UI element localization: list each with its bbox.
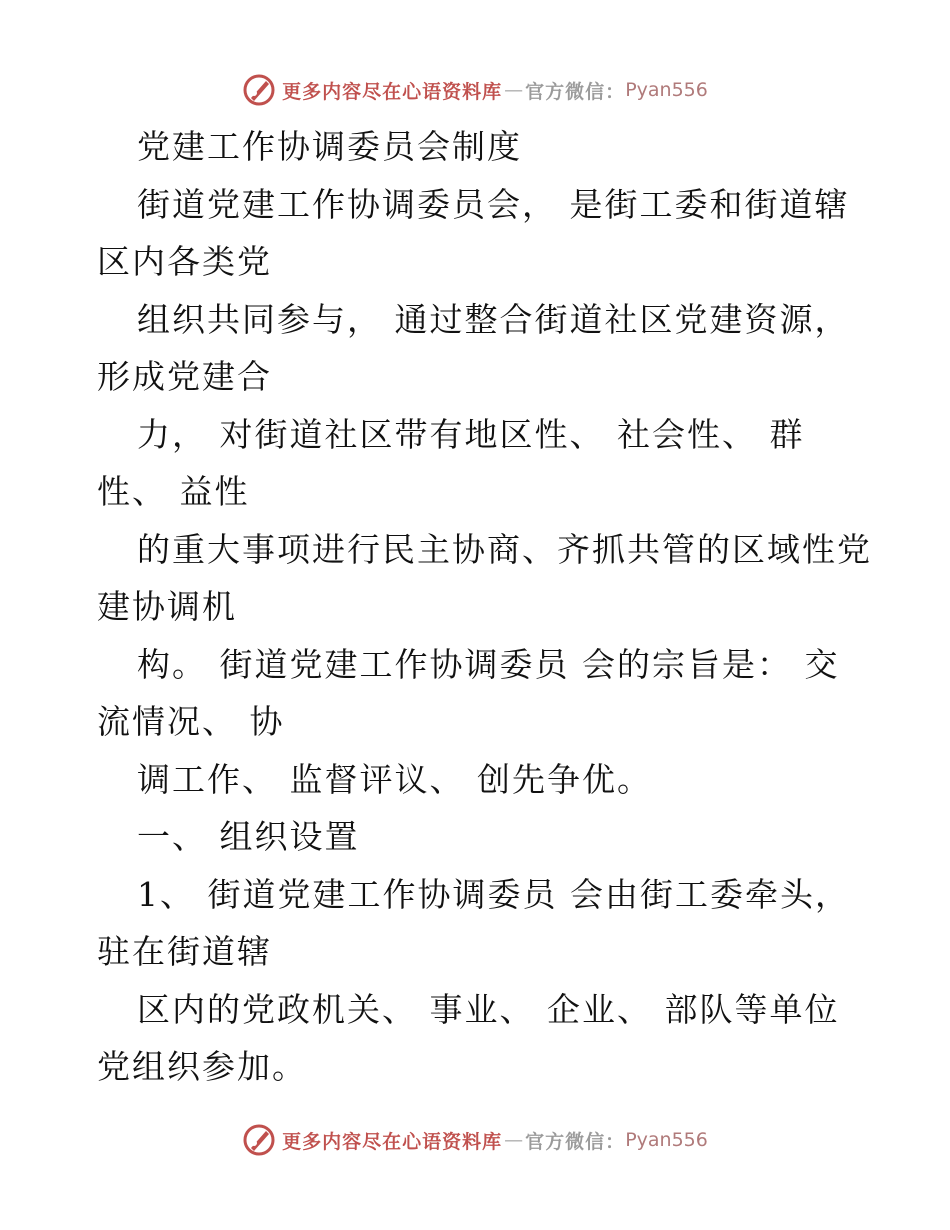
text-line: 的重大事项进行民主协商、齐抓共管的区域性党 — [137, 529, 872, 569]
watermark-dash: — — [504, 79, 524, 101]
pen-logo-icon — [242, 73, 276, 107]
text-line: 街道党建工作协调委员会， 是街工委和街道辖 — [137, 184, 850, 224]
text-line: 性、 益性 — [97, 472, 250, 511]
document-body — [97, 118, 872, 1096]
watermark-main-text: 更多内容尽在心语资料库 — [282, 80, 503, 103]
watermark-footer — [0, 1120, 950, 1160]
text-line: 党建工作协调委员会制度 — [137, 127, 522, 166]
watermark-id: Pyan556 — [625, 1129, 708, 1151]
text-line: 党组织参加。 — [97, 1047, 307, 1086]
watermark-header — [0, 70, 950, 110]
text-line: 建协调机 — [97, 587, 237, 626]
text-line: 驻在街道辖 — [97, 932, 272, 971]
text-line: 1、 街道党建工作协调委员 会由街工委牵头， — [137, 874, 850, 914]
text-line: 一、 组织设置 — [137, 817, 360, 856]
text-line: 流情况、 协 — [97, 702, 285, 741]
text-line: 形成党建合 — [97, 357, 272, 396]
watermark-label: 官方微信： — [525, 1130, 626, 1153]
watermark-main-text: 更多内容尽在心语资料库 — [282, 1130, 503, 1153]
text-line: 力， 对街道社区带有地区性、 社会性、 群 — [137, 414, 805, 454]
watermark-label: 官方微信： — [525, 80, 626, 103]
pen-logo-icon — [242, 1123, 276, 1157]
text-line: 区内的党政机关、 事业、 企业、 部队等单位 — [137, 989, 840, 1029]
text-line: 构。 街道党建工作协调委员 会的宗旨是： 交 — [137, 644, 840, 684]
watermark-id: Pyan556 — [625, 79, 708, 101]
text-line: 组织共同参与， 通过整合街道社区党建资源， — [137, 299, 850, 339]
text-line: 调工作、 监督评议、 创先争优。 — [137, 759, 652, 799]
text-line: 区内各类党 — [97, 242, 272, 281]
watermark-dash: — — [504, 1129, 524, 1151]
